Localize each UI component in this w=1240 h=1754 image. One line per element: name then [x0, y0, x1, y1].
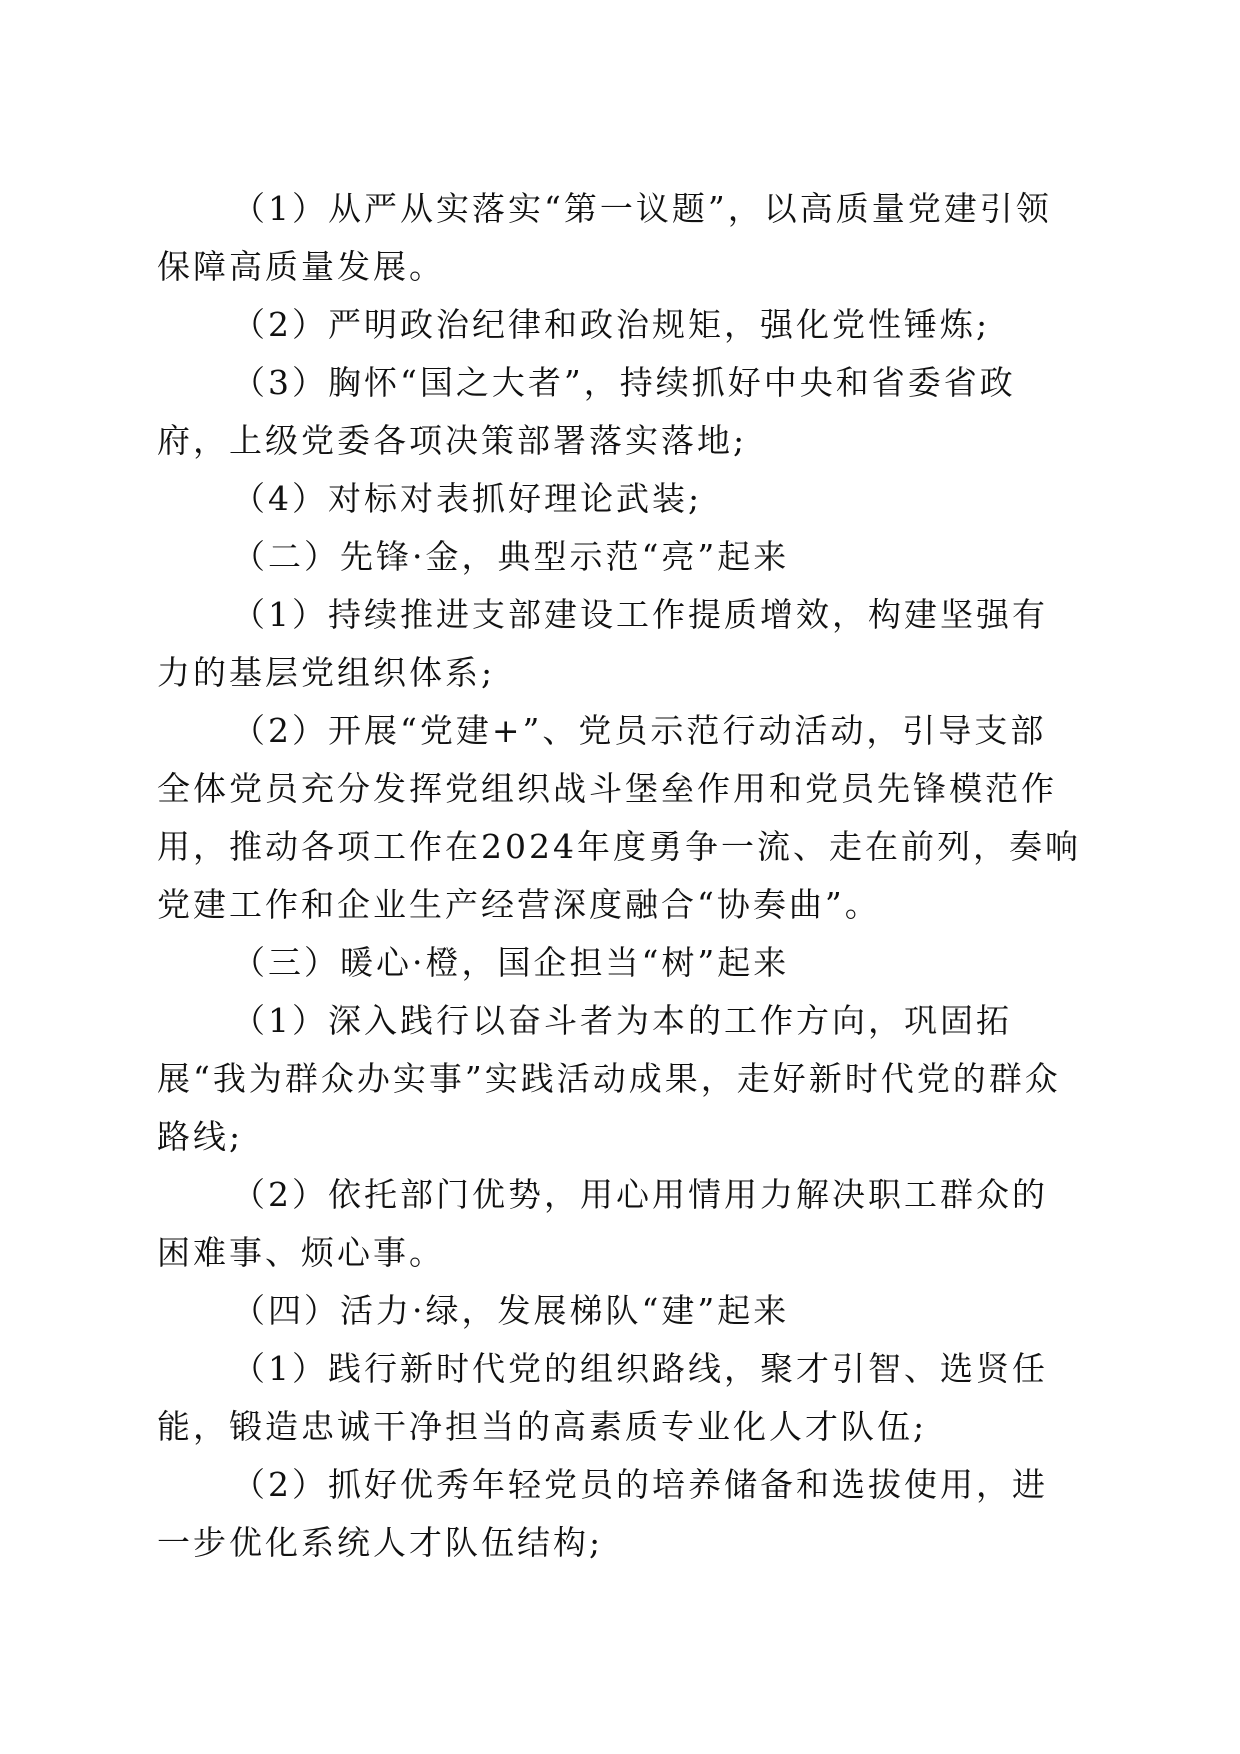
- paragraph-3-2-solve-difficulties: （2）依托部门优势，用心用情用力解决职工群众的困难事、烦心事。: [157, 1175, 1048, 1272]
- section-heading-2-pioneer-gold: （二）先锋·金，典型示范“亮”起来: [232, 537, 790, 576]
- document-body: [157, 180, 1082, 1572]
- paragraph-2-1-branch-building: （1）持续推进支部建设工作提质增效，构建坚强有力的基层党组织体系;: [157, 595, 1048, 692]
- section-heading-3-warm-orange: （三）暖心·橙，国企担当“树”起来: [232, 943, 790, 982]
- paragraph-4-1-organization-line: （1）践行新时代党的组织路线，聚才引智、选贤任能，锻造忠诚干净担当的高素质专业化人才队伍;: [157, 1349, 1048, 1446]
- paragraph-3-1-mass-line: （1）深入践行以奋斗者为本的工作方向，巩固拓展“我为群众办实事”实践活动成果，走好新时代党的群众路线;: [157, 1001, 1061, 1156]
- paragraph-1-3-national-priorities: （3）胸怀“国之大者”，持续抓好中央和省委省政府，上级党委各项决策部署落实落地;: [157, 363, 1016, 460]
- paragraph-4-2-young-members: （2）抓好优秀年轻党员的培养储备和选拔使用，进一步优化系统人才队伍结构;: [157, 1465, 1048, 1562]
- section-heading-4-vital-green: （四）活力·绿，发展梯队“建”起来: [232, 1291, 790, 1330]
- paragraph-2-2-party-building-plus: （2）开展“党建+”、党员示范行动活动，引导支部全体党员充分发挥党组织战斗堡垒作用和党员先锋模范作用，推动各项工作在2024年度勇争一流、走在前列，奏响党建工作和企业生产经营深度融合“协奏曲”。: [157, 711, 1081, 924]
- paragraph-1-2-political-discipline: （2）严明政治纪律和政治规矩，强化党性锤炼;: [232, 305, 991, 344]
- paragraph-1-1-first-agenda: （1）从严从实落实“第一议题”，以高质量党建引领保障高质量发展。: [157, 189, 1052, 286]
- paragraph-1-4-theory-armament: （4）对标对表抓好理论武装;: [232, 479, 703, 518]
